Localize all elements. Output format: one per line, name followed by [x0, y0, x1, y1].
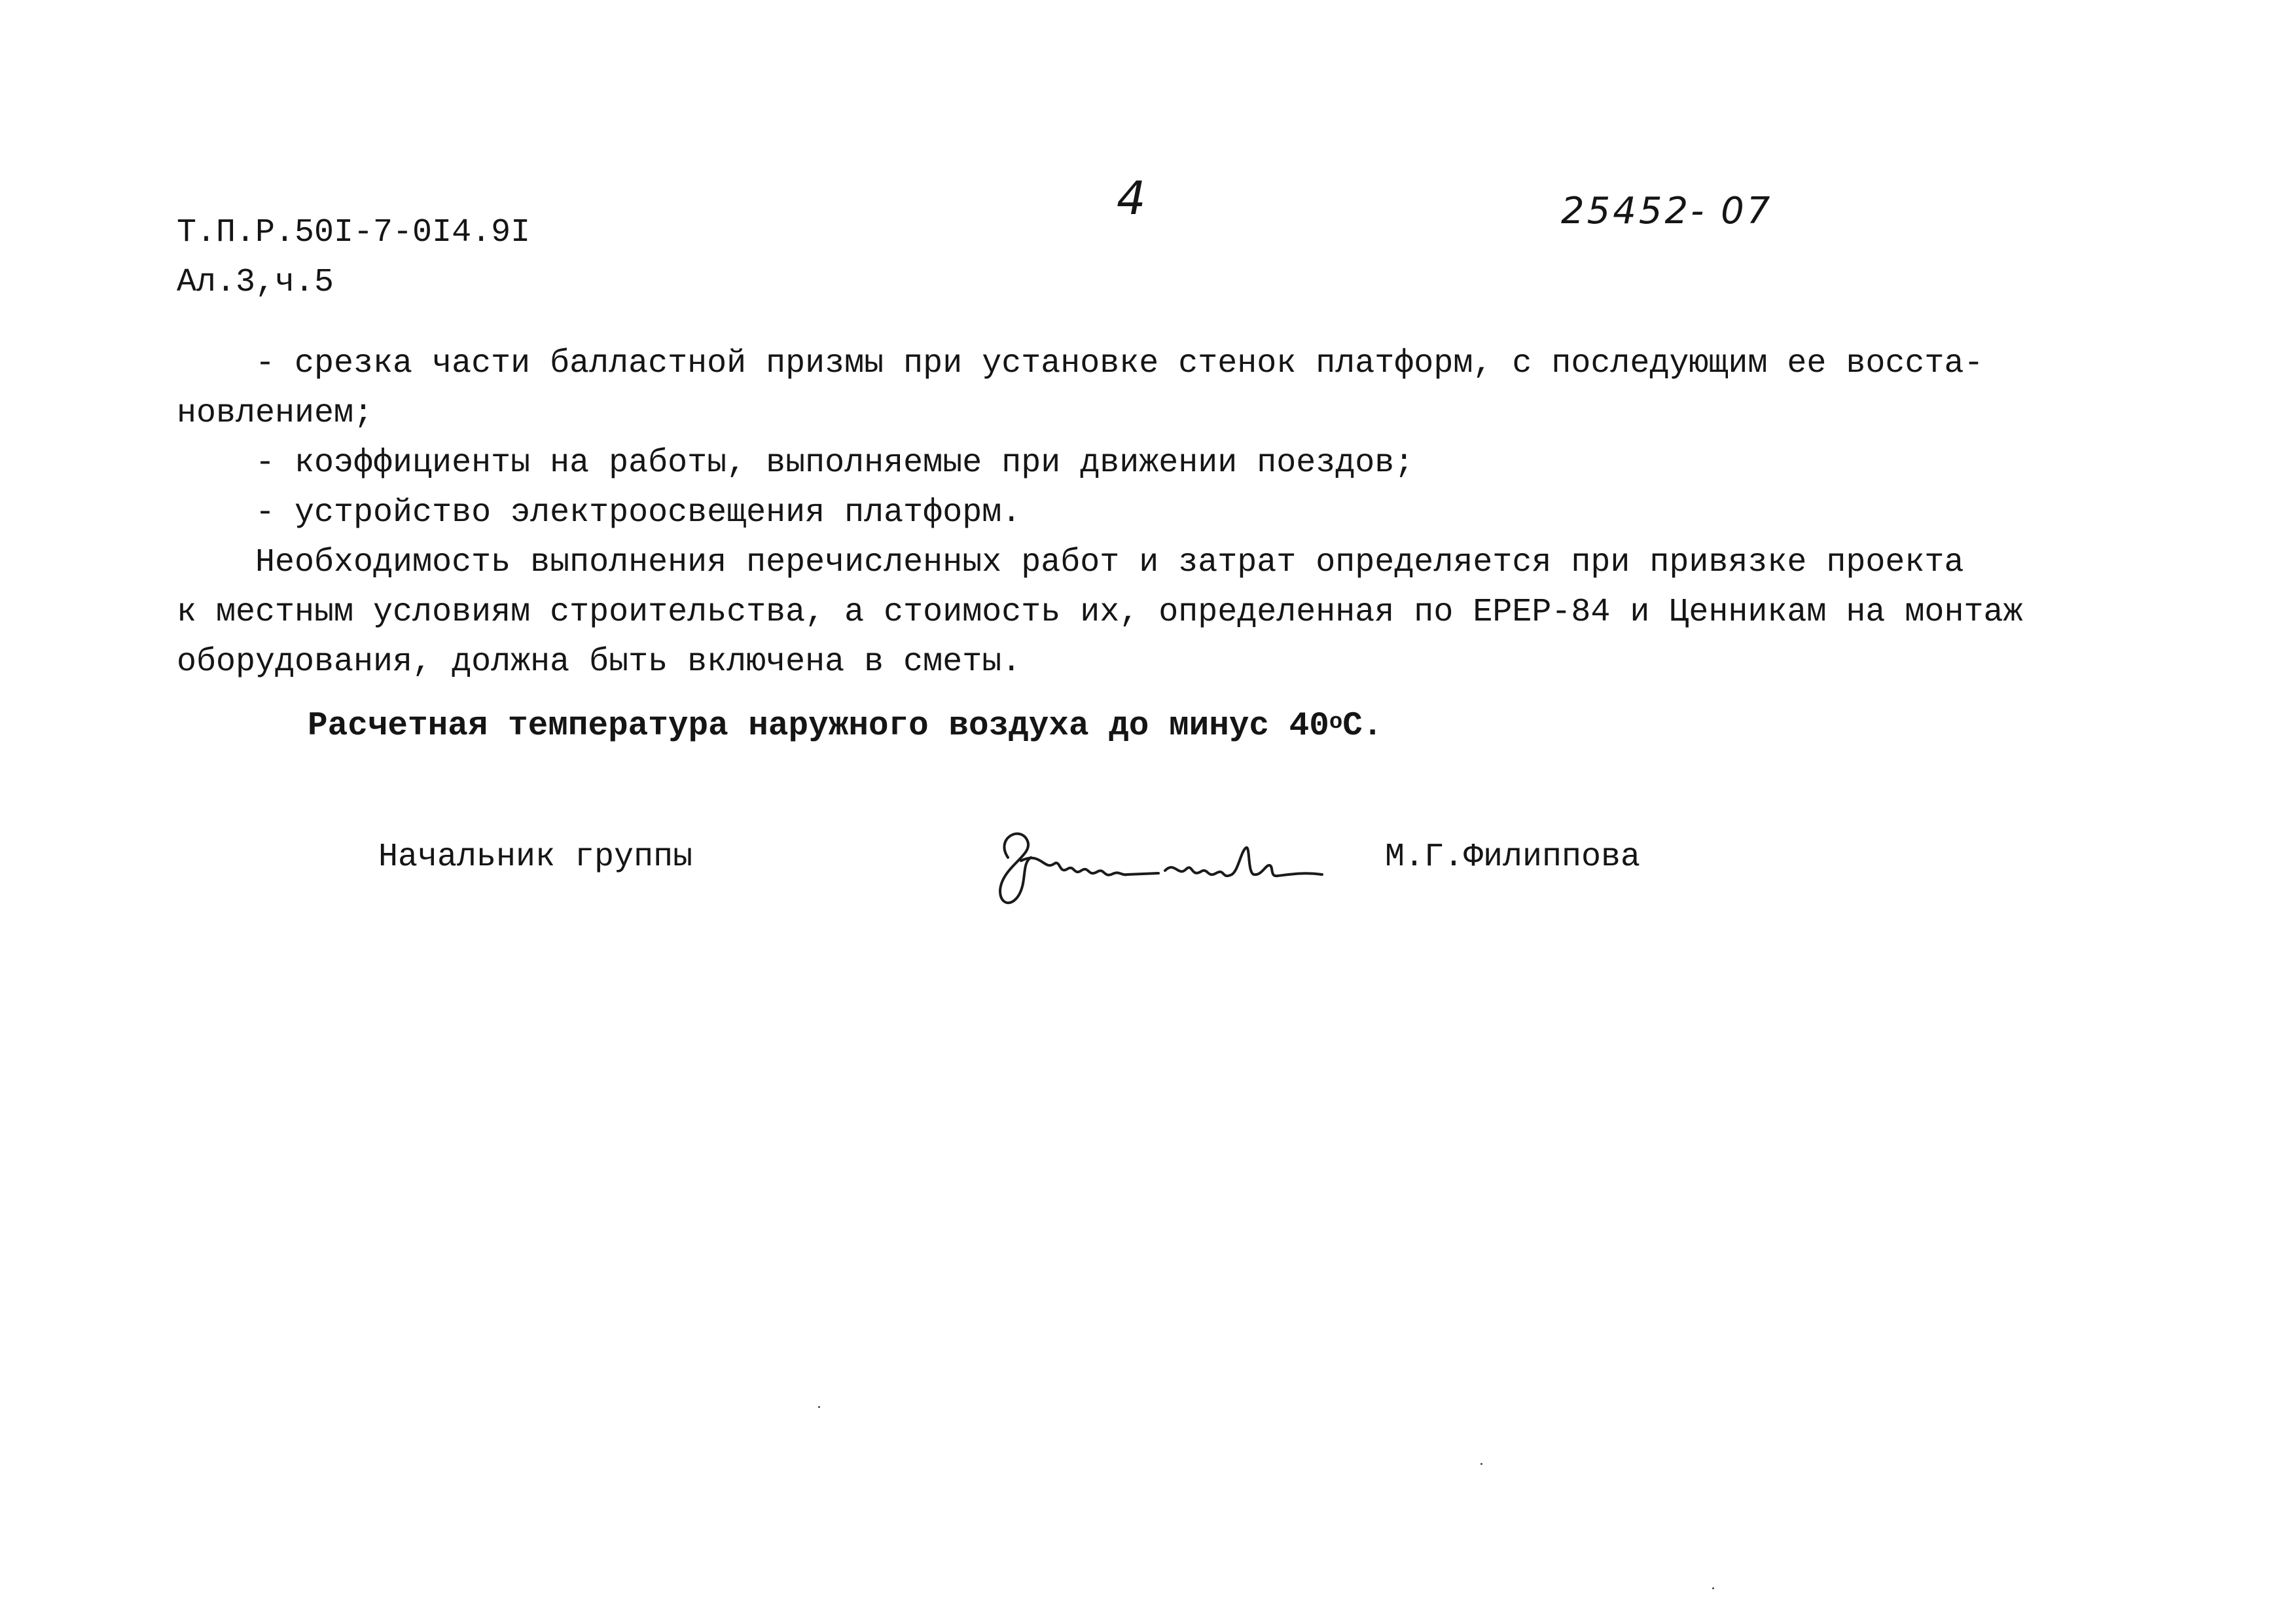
temperature-text: Расчетная температура наружного воздуха до минус 40	[308, 708, 1329, 745]
scan-speck	[1480, 1463, 1482, 1465]
handwritten-archive-number: 25452- 07	[1561, 190, 1773, 232]
body-line: - устройство электроосвещения платформ.	[177, 494, 1022, 532]
document-code: Т.П.Р.50I-7-0I4.9I	[177, 214, 531, 251]
design-temperature-line	[308, 702, 1382, 754]
sheet-reference: Ал.3,ч.5	[177, 264, 334, 301]
degree-sign: о	[1329, 710, 1343, 735]
body-line: оборудования, должна быть включена в сметы.	[177, 643, 1022, 681]
body-line: Необходимость выполнения перечисленных работ и затрат определяется при привязке проекта	[177, 544, 1964, 581]
body-text	[177, 339, 2114, 687]
temperature-unit: С.	[1342, 708, 1383, 745]
body-line: - коэффициенты на работы, выполняемые при движении поездов;	[177, 444, 1414, 482]
body-line: к местным условиям строительства, а стоимость их, определенная по ЕРЕР-84 и Ценникам на монтаж	[177, 594, 2023, 631]
body-line: - срезка части балластной призмы при установке стенок платформ, с последующим ее восста-	[177, 345, 1984, 382]
scan-speck	[818, 1406, 820, 1408]
scan-speck	[1712, 1587, 1714, 1589]
handwritten-page-number: 4	[1117, 171, 1146, 225]
signature	[982, 812, 1348, 916]
body-line: новлением;	[177, 395, 374, 432]
signoff-role: Начальник группы	[378, 839, 693, 876]
signoff-name: М.Г.Филиппова	[1385, 839, 1641, 876]
